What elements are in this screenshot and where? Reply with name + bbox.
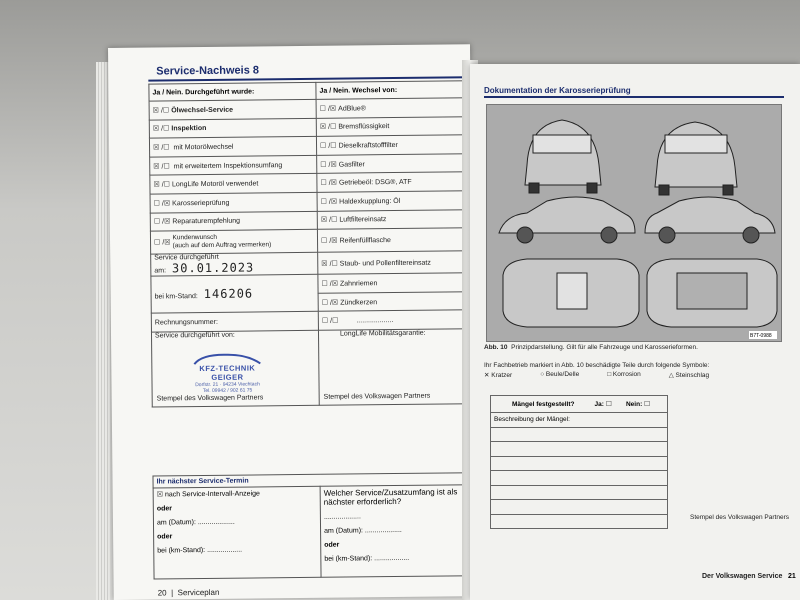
checkbox-ja[interactable]: ☐ bbox=[319, 141, 327, 150]
row-label: Kundenwunsch bbox=[172, 234, 217, 242]
checkbox-ja[interactable]: ☒ bbox=[152, 106, 159, 115]
checkbox-nein[interactable]: ☒ bbox=[331, 298, 339, 307]
nein-checkbox[interactable]: ☐ bbox=[644, 400, 651, 408]
row-oelwechsel[interactable]: ☒ /☐ Ölwechsel-Service bbox=[149, 99, 316, 119]
workshop-stamp bbox=[184, 349, 270, 392]
answer-line: ................... bbox=[323, 513, 361, 521]
defect-line[interactable] bbox=[491, 456, 668, 471]
row-erweitert[interactable]: ☒ /☐ mit erweitertem Inspektionsumfang bbox=[150, 155, 317, 175]
checkbox-nein[interactable]: ☐ bbox=[332, 316, 339, 325]
figure-caption bbox=[484, 344, 784, 351]
stamp-name: KFZ-TECHNIK GEIGER bbox=[199, 363, 256, 382]
checkbox-ja[interactable]: ☒ bbox=[319, 123, 327, 132]
defect-question: Mängel festgestellt? bbox=[512, 401, 575, 408]
checkbox-nein[interactable]: ☐ bbox=[162, 106, 170, 115]
instruction-text: Ihr Fachbetrieb markiert in Abb. 10 beschädigte Teile durch folgende Symbole: bbox=[484, 362, 710, 369]
service-date-cell[interactable] bbox=[151, 252, 318, 276]
row-dieselfilter[interactable]: ☐ /☐ Dieselkraftstofffilter bbox=[316, 135, 468, 155]
invoice-label: Rechnungsnummer: bbox=[154, 318, 218, 327]
checkbox-ja[interactable]: ☐ bbox=[153, 238, 161, 247]
checkbox-ja[interactable]: ☐ bbox=[321, 298, 328, 307]
checkbox-nein[interactable]: ☒ bbox=[331, 236, 338, 245]
km-cell[interactable] bbox=[151, 274, 318, 313]
checkbox-ja[interactable]: ☐ bbox=[153, 217, 161, 226]
car-diagram-svg bbox=[487, 105, 781, 341]
checkbox-nein[interactable]: ☒ bbox=[330, 197, 338, 206]
figure-label: Abb. 10 bbox=[484, 344, 508, 351]
next-question: Welcher Service/Zusatzumfang ist als nächster erforderlich? bbox=[323, 487, 458, 507]
row-motoroelwechsel[interactable]: ☒ /☐ mit Motorölwechsel bbox=[149, 137, 316, 157]
checkbox-ja[interactable]: ☐ bbox=[153, 199, 160, 208]
row-reparatur[interactable]: ☐ /☒ Reparaturempfehlung bbox=[150, 211, 317, 231]
stamp-label-right: Stempel des Volkswagen Partners bbox=[690, 514, 789, 521]
row-label: Gasfilter bbox=[338, 160, 365, 169]
page-footer: Der Volkswagen Service bbox=[702, 573, 783, 580]
checkbox-ja[interactable]: ☐ bbox=[321, 316, 329, 325]
done-by-label: Service durchgeführt von: bbox=[154, 331, 235, 340]
row-karosserie[interactable]: ☐ /☒ Karosserieprüfung bbox=[150, 192, 317, 212]
checkbox-nein[interactable]: ☐ bbox=[163, 143, 170, 152]
checkbox-nein[interactable]: ☒ bbox=[330, 178, 337, 187]
row-reifenfuell[interactable]: ☐ /☒ Reifenfüllflasche bbox=[317, 228, 469, 253]
km-value: 146206 bbox=[203, 286, 254, 302]
checkbox-nein[interactable]: ☒ bbox=[164, 217, 171, 226]
row-bremsfluessigkeit[interactable]: ☒ /☐ Bremsflüssigkeit bbox=[316, 116, 468, 136]
row-luftfilter[interactable]: ☒ /☐ Luftfiltereinsatz bbox=[317, 209, 469, 229]
row-label: Inspektion bbox=[171, 125, 207, 133]
row-label: Staub- und Pollenfiltereinsatz bbox=[339, 259, 431, 268]
row-label: mit erweitertem Inspektionsumfang bbox=[173, 161, 283, 170]
checkbox-ja[interactable]: ☒ bbox=[321, 259, 328, 268]
next-interval-label: nach Service-Intervall-Anzeige bbox=[164, 490, 260, 499]
page-footer: 20 | Serviceplan bbox=[157, 587, 220, 598]
row-label: Zahnriemen bbox=[339, 280, 378, 288]
page-number: 21 bbox=[788, 573, 796, 580]
checkbox-ja[interactable]: ☐ bbox=[319, 104, 326, 113]
col2-header: Ja / Nein. Wechsel von: bbox=[316, 81, 468, 100]
nein-label: Nein: bbox=[625, 401, 643, 408]
checkbox-ja[interactable]: ☒ bbox=[152, 124, 160, 133]
row-label: Getriebeöl: DSG®, ATF bbox=[338, 178, 412, 187]
stamp-cell-right bbox=[318, 329, 471, 406]
checkbox-nein[interactable]: ☐ bbox=[330, 141, 337, 150]
ja-label: Ja: bbox=[594, 401, 604, 408]
page-title: Dokumentation der Karosserieprüfung bbox=[484, 86, 631, 95]
defect-desc-label: Beschreibung der Mängel: bbox=[491, 413, 668, 428]
checkbox-nein[interactable]: ☒ bbox=[329, 104, 337, 113]
checkbox-ja[interactable]: ☐ bbox=[320, 197, 327, 206]
checkbox-ja[interactable]: ☐ bbox=[320, 160, 327, 169]
car-front-view bbox=[655, 122, 737, 187]
defect-line[interactable] bbox=[491, 500, 668, 515]
stamp-cell-left bbox=[151, 330, 319, 407]
row-label: AdBlue® bbox=[338, 105, 366, 113]
row-label: LongLife Motoröl verwendet bbox=[171, 180, 259, 189]
checkbox-nein[interactable]: ☐ bbox=[330, 123, 337, 132]
checkbox-ja[interactable]: ☐ bbox=[321, 279, 328, 288]
checkbox-nein[interactable]: ☐ bbox=[331, 215, 338, 225]
car-diagram bbox=[486, 104, 782, 342]
damage-legend bbox=[484, 371, 794, 379]
row-label: Reifenfüllflasche bbox=[339, 237, 391, 245]
checkbox-interval[interactable]: ☒ bbox=[156, 490, 164, 499]
title-rule bbox=[484, 96, 784, 98]
checkbox-ja[interactable]: ☒ bbox=[320, 216, 328, 225]
defect-line[interactable] bbox=[491, 514, 668, 529]
checkbox-nein[interactable]: ☒ bbox=[163, 199, 171, 208]
stamp-label: Stempel des Volkswagen Partners bbox=[156, 394, 264, 403]
left-page bbox=[108, 44, 476, 600]
row-label: Luftfiltereinsatz bbox=[339, 216, 387, 224]
row-label: Reparaturempfehlung bbox=[172, 217, 241, 226]
legend-korrosion: □ Korrosion bbox=[607, 371, 641, 378]
row-label: mit Motorölwechsel bbox=[173, 143, 234, 152]
service-date-value: 30.01.2023 bbox=[171, 260, 255, 276]
row-adblue[interactable]: ☐ /☒ AdBlue® bbox=[316, 98, 468, 118]
checkbox-nein[interactable]: ☐ bbox=[331, 259, 338, 268]
car-logo-icon bbox=[192, 351, 262, 366]
row-kundenwunsch[interactable]: ☐ /☒ Kundenwunsch (auch auf dem Auftrag vermerken) bbox=[150, 229, 317, 254]
row-inspektion[interactable]: ☒ /☐ Inspektion bbox=[149, 118, 316, 138]
row-pollenfilter[interactable]: ☒ /☐ Staub- und Pollenfiltereinsatz bbox=[318, 251, 470, 275]
checkbox-nein[interactable]: ☒ bbox=[331, 279, 339, 288]
blank-dots: ................... bbox=[356, 317, 394, 325]
row-sublabel: (auch auf dem Auftrag vermerken) bbox=[172, 241, 272, 250]
next-right-cell[interactable] bbox=[320, 485, 473, 578]
right-page bbox=[470, 64, 800, 600]
row-longlife[interactable]: ☒ /☐ LongLife Motoröl verwendet bbox=[150, 174, 317, 194]
invoice-cell[interactable] bbox=[151, 312, 318, 332]
checkbox-nein[interactable]: ☐ bbox=[163, 180, 170, 189]
defect-table bbox=[490, 395, 668, 529]
row-label: Dieselkraftstofffilter bbox=[338, 141, 398, 150]
page-number: 20 bbox=[157, 588, 167, 598]
next-service-header: Ihr nächster Service-Termin bbox=[153, 473, 472, 488]
checkbox-nein[interactable]: ☐ bbox=[163, 161, 170, 171]
row-getriebeoel[interactable]: ☐ /☒ Getriebeöl: DSG®, ATF bbox=[317, 172, 469, 192]
page-edges bbox=[96, 62, 110, 600]
defect-line[interactable] bbox=[491, 442, 668, 457]
checkbox-ja[interactable]: ☒ bbox=[153, 143, 160, 152]
row-label: Zündkerzen bbox=[340, 298, 378, 307]
stamp-address: Dorfstr. 21 · 94234 Viechtach bbox=[195, 381, 260, 389]
row-label: Karosserieprüfung bbox=[172, 199, 230, 208]
checkbox-nein[interactable]: ☒ bbox=[330, 160, 337, 169]
ja-checkbox[interactable]: ☐ bbox=[605, 400, 612, 408]
longlife-label: LongLife Mobilitätsgarantie: bbox=[339, 329, 426, 338]
col1-header: Ja / Nein. Durchgeführt wurde: bbox=[149, 82, 316, 101]
row-haldex[interactable]: ☐ /☒ Haldexkupplung: Öl bbox=[317, 191, 469, 211]
car-side-left bbox=[499, 197, 635, 233]
table-row bbox=[150, 228, 469, 254]
defect-line[interactable] bbox=[491, 471, 668, 486]
stamp-row bbox=[151, 329, 471, 407]
oder-label: oder bbox=[156, 505, 173, 513]
row-gasfilter[interactable]: ☐ /☒ Gasfilter bbox=[317, 154, 469, 174]
figure-code: B7T-0988 bbox=[750, 333, 772, 339]
checkbox-nein[interactable]: ☐ bbox=[163, 124, 170, 133]
checkbox-ja[interactable]: ☒ bbox=[153, 162, 160, 171]
service-table bbox=[148, 80, 471, 407]
oder-label: oder bbox=[157, 533, 173, 541]
next-service-table bbox=[152, 472, 473, 579]
checkbox-nein[interactable]: ☒ bbox=[164, 238, 171, 247]
stamp-phone: Tel. 09942 / 902 61 75 bbox=[202, 387, 253, 394]
defect-question-cell bbox=[491, 396, 668, 413]
page-title: Service-Nachweis 8 bbox=[156, 64, 260, 78]
row-label: Haldexkupplung: Öl bbox=[339, 197, 401, 206]
date-field: am (Datum): ................... bbox=[324, 526, 402, 535]
service-date-label: Service durchgeführt am: bbox=[154, 254, 219, 275]
checkbox-ja[interactable]: ☒ bbox=[153, 180, 160, 189]
legend-kratzer: ✕ Kratzer bbox=[484, 372, 513, 379]
date-field: am (Datum): ................... bbox=[156, 518, 235, 527]
page-section: Serviceplan bbox=[177, 587, 220, 598]
figure-text: Prinzipdarstellung. Gilt für alle Fahrzeuge und Karosserieformen. bbox=[511, 344, 698, 351]
blank-row[interactable]: ☐ /☐ ................... bbox=[318, 310, 470, 330]
km-label: bei km-Stand: bbox=[154, 293, 198, 301]
defect-line[interactable] bbox=[491, 485, 668, 500]
defect-line[interactable] bbox=[491, 427, 668, 442]
checkbox-ja[interactable]: ☐ bbox=[320, 236, 328, 245]
next-left-cell[interactable] bbox=[153, 486, 321, 579]
km-field: bei (km-Stand): .................. bbox=[157, 546, 243, 555]
row-label: Bremsflüssigkeit bbox=[338, 123, 390, 131]
legend-beule: ○ Beule/Delle bbox=[540, 371, 580, 378]
row-zuendkerzen[interactable]: ☐ /☒ Zündkerzen bbox=[318, 291, 470, 311]
legend-steinschlag: △ Steinschlag bbox=[668, 372, 710, 379]
stamp-label: Stempel des Volkswagen Partners bbox=[323, 392, 431, 401]
oder-label: oder bbox=[324, 541, 340, 549]
checkbox-ja[interactable]: ☐ bbox=[320, 178, 327, 187]
row-label: Ölwechsel-Service bbox=[171, 106, 234, 115]
row-zahnriemen[interactable]: ☐ /☒ Zahnriemen bbox=[318, 273, 470, 293]
km-field: bei (km-Stand): .................. bbox=[324, 554, 410, 563]
